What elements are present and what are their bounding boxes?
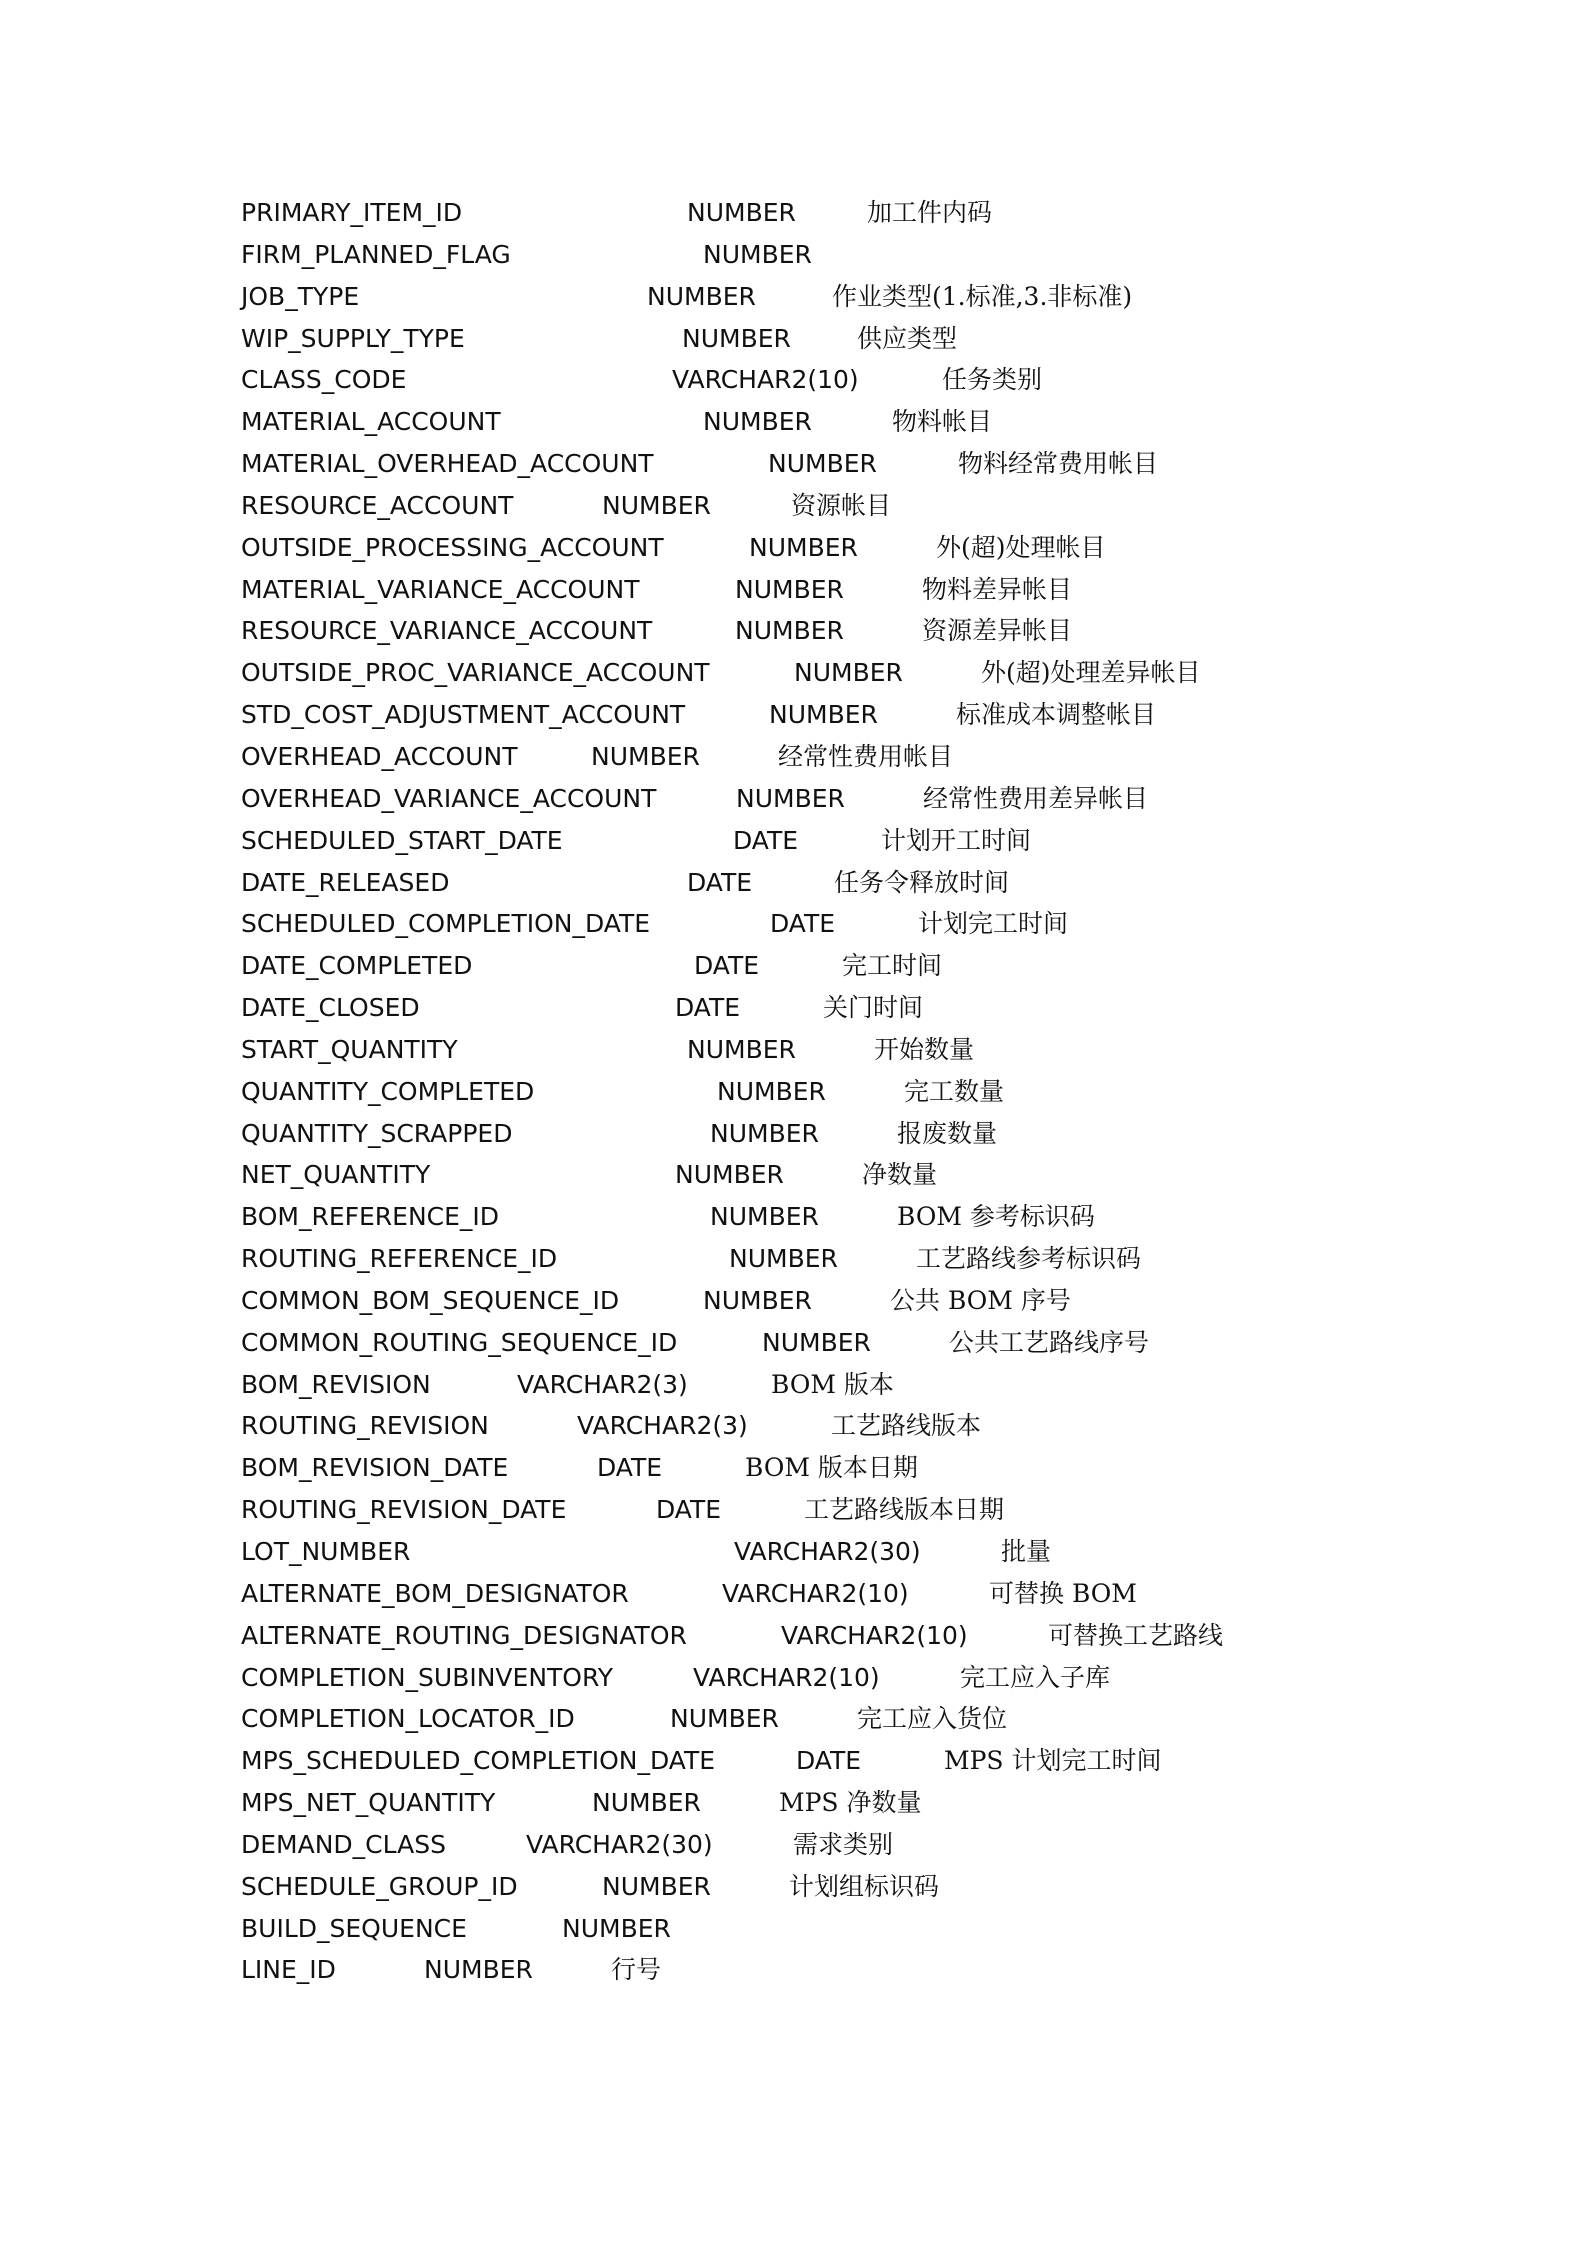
- field-description: 工艺路线版本: [831, 1411, 982, 1441]
- field-description: MPS 净数量: [779, 1788, 922, 1818]
- field-name: MPS_NET_QUANTITY: [241, 1788, 496, 1818]
- field-description: 批量: [1001, 1537, 1052, 1566]
- field-row: [241, 1661, 1223, 1703]
- field-type: VARCHAR2(3): [577, 1411, 748, 1441]
- field-type: NUMBER: [703, 239, 812, 269]
- field-name: DATE_COMPLETED: [241, 951, 473, 981]
- field-name: COMMON_ROUTING_SEQUENCE_ID: [241, 1327, 678, 1357]
- field-type: NUMBER: [602, 1871, 711, 1901]
- field-type: NUMBER: [735, 616, 844, 646]
- field-row: [241, 656, 1223, 698]
- field-type: DATE: [770, 909, 836, 939]
- field-name: STD_COST_ADJUSTMENT_ACCOUNT: [241, 700, 686, 730]
- field-description: 工艺路线版本日期: [804, 1495, 1005, 1525]
- field-row: [241, 782, 1223, 824]
- field-description: 行号: [611, 1955, 662, 1985]
- field-row: [241, 363, 1223, 405]
- field-name: ROUTING_REVISION_DATE: [241, 1495, 567, 1525]
- field-name: ROUTING_REVISION: [241, 1411, 489, 1441]
- field-description: BOM 版本: [771, 1369, 894, 1399]
- field-description: 需求类别: [793, 1829, 894, 1859]
- field-description: 公共工艺路线序号: [949, 1327, 1150, 1357]
- field-description: 经常性费用差异帐目: [923, 783, 1149, 813]
- field-type: NUMBER: [687, 1034, 796, 1064]
- field-description: 可替换工艺路线: [1048, 1620, 1224, 1650]
- field-name: DATE_CLOSED: [241, 993, 420, 1023]
- field-row: [241, 1409, 1223, 1451]
- field-row: [241, 1451, 1223, 1493]
- field-row: [241, 1284, 1223, 1326]
- field-row: [241, 447, 1223, 489]
- field-description: BOM 参考标识码: [897, 1202, 1095, 1232]
- field-type: NUMBER: [424, 1955, 533, 1985]
- field-row: [241, 1953, 1223, 1995]
- field-row: [241, 1828, 1223, 1870]
- field-name: CLASS_CODE: [241, 365, 407, 395]
- field-row: [241, 1702, 1223, 1744]
- field-name: ALTERNATE_ROUTING_DESIGNATOR: [241, 1620, 687, 1650]
- field-row: [241, 824, 1223, 866]
- field-row: [241, 1912, 1223, 1954]
- field-name: WIP_SUPPLY_TYPE: [241, 323, 465, 353]
- field-name: SCHEDULED_COMPLETION_DATE: [241, 909, 651, 939]
- field-description: 报废数量: [897, 1118, 998, 1148]
- field-type: NUMBER: [562, 1913, 671, 1943]
- field-description: 资源差异帐目: [922, 616, 1073, 646]
- field-name: OVERHEAD_ACCOUNT: [241, 741, 518, 771]
- field-type: VARCHAR2(3): [517, 1369, 688, 1399]
- field-description: 物料差异帐目: [922, 574, 1073, 604]
- field-name: MATERIAL_VARIANCE_ACCOUNT: [241, 574, 640, 604]
- field-description: 完工数量: [904, 1076, 1005, 1106]
- field-row: [241, 322, 1223, 364]
- field-type: NUMBER: [670, 1704, 779, 1734]
- field-row: [241, 1117, 1223, 1159]
- field-type: VARCHAR2(10): [693, 1662, 880, 1692]
- field-row: [241, 489, 1223, 531]
- field-type: DATE: [796, 1746, 862, 1776]
- field-description: 计划完工时间: [918, 909, 1069, 939]
- field-type: DATE: [656, 1495, 722, 1525]
- field-description: 供应类型: [857, 323, 958, 353]
- field-row: [241, 949, 1223, 991]
- field-name: OVERHEAD_VARIANCE_ACCOUNT: [241, 783, 657, 813]
- field-row: [241, 573, 1223, 615]
- field-type: DATE: [694, 951, 760, 981]
- field-type: NUMBER: [687, 198, 796, 227]
- field-description: 完工应入子库: [960, 1662, 1111, 1692]
- field-row: [241, 1158, 1223, 1200]
- field-name: LINE_ID: [241, 1955, 336, 1985]
- field-row: [241, 614, 1223, 656]
- field-description: 外(超)处理帐目: [936, 532, 1106, 562]
- field-name: FIRM_PLANNED_FLAG: [241, 239, 511, 269]
- field-type: NUMBER: [749, 532, 858, 562]
- field-row: [241, 280, 1223, 322]
- field-type: VARCHAR2(10): [722, 1578, 909, 1608]
- field-row: [241, 196, 1223, 238]
- field-name: BUILD_SEQUENCE: [241, 1913, 467, 1943]
- field-name: JOB_TYPE: [241, 281, 360, 311]
- field-type: NUMBER: [703, 407, 812, 437]
- field-type: VARCHAR2(10): [672, 365, 859, 395]
- field-name: QUANTITY_COMPLETED: [241, 1076, 535, 1106]
- field-row: [241, 1326, 1223, 1368]
- field-type: NUMBER: [592, 1788, 701, 1818]
- field-name: RESOURCE_VARIANCE_ACCOUNT: [241, 616, 653, 646]
- field-row: [241, 1200, 1223, 1242]
- field-row: [241, 238, 1223, 280]
- field-row: [241, 907, 1223, 949]
- field-description: 完工应入货位: [857, 1704, 1008, 1734]
- field-type: NUMBER: [794, 658, 903, 688]
- field-name: DATE_RELEASED: [241, 867, 450, 897]
- field-type: NUMBER: [768, 449, 877, 479]
- field-name: BOM_REFERENCE_ID: [241, 1202, 500, 1232]
- field-type: NUMBER: [675, 1160, 784, 1190]
- field-name: COMPLETION_LOCATOR_ID: [241, 1704, 575, 1734]
- field-row: [241, 1744, 1223, 1786]
- field-row: [241, 1535, 1223, 1577]
- field-row: [241, 1368, 1223, 1410]
- field-name: DEMAND_CLASS: [241, 1829, 446, 1859]
- field-type: NUMBER: [717, 1076, 826, 1106]
- field-description: 开始数量: [874, 1034, 975, 1064]
- field-type: NUMBER: [736, 783, 845, 813]
- field-type: NUMBER: [710, 1202, 819, 1232]
- field-row: [241, 1786, 1223, 1828]
- field-type: VARCHAR2(30): [526, 1829, 713, 1859]
- field-name: BOM_REVISION_DATE: [241, 1453, 509, 1483]
- field-description: 标准成本调整帐目: [956, 700, 1157, 730]
- field-row: [241, 1075, 1223, 1117]
- field-name: OUTSIDE_PROCESSING_ACCOUNT: [241, 532, 664, 562]
- field-name: QUANTITY_SCRAPPED: [241, 1118, 513, 1148]
- field-row: [241, 1493, 1223, 1535]
- field-description: 计划组标识码: [789, 1871, 940, 1901]
- field-row: [241, 405, 1223, 447]
- field-name: COMPLETION_SUBINVENTORY: [241, 1662, 614, 1692]
- field-type: NUMBER: [591, 741, 700, 771]
- field-description: 公共 BOM 序号: [890, 1285, 1071, 1315]
- field-type: NUMBER: [682, 323, 791, 353]
- field-description: 物料帐目: [892, 407, 993, 437]
- field-description: 资源帐目: [791, 490, 892, 520]
- field-type: NUMBER: [769, 700, 878, 730]
- field-name: MATERIAL_ACCOUNT: [241, 407, 501, 437]
- field-row: [241, 991, 1223, 1033]
- field-type: DATE: [733, 825, 799, 855]
- field-name: SCHEDULE_GROUP_ID: [241, 1871, 518, 1901]
- field-type: DATE: [687, 867, 753, 897]
- field-name: ROUTING_REFERENCE_ID: [241, 1244, 558, 1274]
- field-name: MATERIAL_OVERHEAD_ACCOUNT: [241, 449, 654, 479]
- field-name: ALTERNATE_BOM_DESIGNATOR: [241, 1578, 629, 1608]
- field-description: 任务类别: [942, 365, 1043, 395]
- field-type: DATE: [675, 993, 741, 1023]
- field-type: DATE: [597, 1453, 663, 1483]
- field-row: [241, 531, 1223, 573]
- field-type: NUMBER: [762, 1327, 871, 1357]
- field-name: LOT_NUMBER: [241, 1537, 411, 1566]
- field-row: [241, 1033, 1223, 1075]
- field-list: [241, 196, 1223, 1995]
- field-name: BOM_REVISION: [241, 1369, 431, 1399]
- field-type: NUMBER: [729, 1244, 838, 1274]
- field-type: NUMBER: [647, 281, 756, 311]
- field-type: NUMBER: [710, 1118, 819, 1148]
- field-description: 物料经常费用帐目: [958, 449, 1159, 479]
- field-description: 完工时间: [842, 951, 943, 981]
- field-type: NUMBER: [602, 490, 711, 520]
- field-name: MPS_SCHEDULED_COMPLETION_DATE: [241, 1746, 716, 1776]
- field-description: 关门时间: [823, 993, 924, 1023]
- field-description: BOM 版本日期: [745, 1453, 918, 1483]
- field-row: [241, 1619, 1223, 1661]
- field-description: MPS 计划完工时间: [944, 1746, 1162, 1776]
- field-description: 净数量: [862, 1160, 938, 1190]
- field-name: SCHEDULED_START_DATE: [241, 825, 563, 855]
- field-type: NUMBER: [735, 574, 844, 604]
- field-description: 作业类型(1.标准,3.非标准): [832, 281, 1133, 311]
- field-type: NUMBER: [703, 1285, 812, 1315]
- field-row: [241, 698, 1223, 740]
- field-description: 工艺路线参考标识码: [916, 1244, 1142, 1274]
- field-name: OUTSIDE_PROC_VARIANCE_ACCOUNT: [241, 658, 710, 688]
- field-row: [241, 740, 1223, 782]
- field-row: [241, 1577, 1223, 1619]
- field-type: VARCHAR2(30): [734, 1537, 921, 1566]
- field-description: 外(超)处理差异帐目: [981, 658, 1201, 688]
- field-name: COMMON_BOM_SEQUENCE_ID: [241, 1285, 620, 1315]
- field-description: 经常性费用帐目: [778, 741, 954, 771]
- field-description: 计划开工时间: [881, 825, 1032, 855]
- field-name: START_QUANTITY: [241, 1034, 458, 1064]
- field-row: [241, 1870, 1223, 1912]
- field-type: VARCHAR2(10): [781, 1620, 968, 1650]
- field-description: 任务令释放时间: [834, 867, 1010, 897]
- field-name: NET_QUANTITY: [241, 1160, 431, 1190]
- field-row: [241, 1242, 1223, 1284]
- field-name: PRIMARY_ITEM_ID: [241, 198, 463, 227]
- field-name: RESOURCE_ACCOUNT: [241, 490, 514, 520]
- field-row: [241, 866, 1223, 908]
- field-description: 可替换 BOM: [989, 1578, 1137, 1608]
- field-description: 加工件内码: [867, 198, 993, 227]
